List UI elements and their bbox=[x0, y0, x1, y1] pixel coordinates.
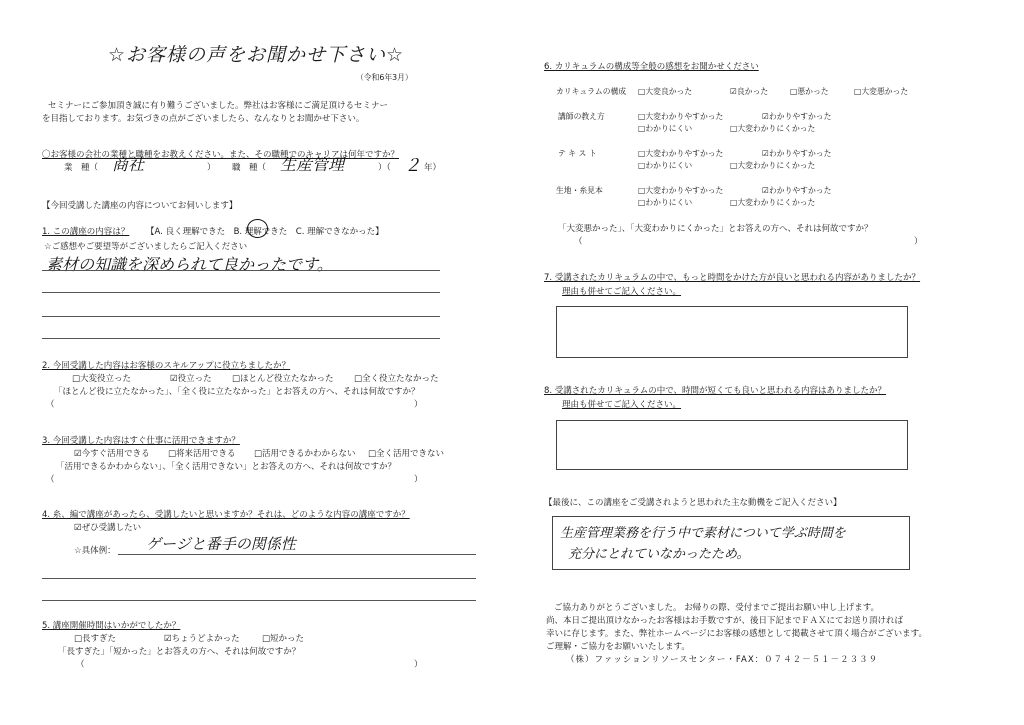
q2-option-3[interactable]: □ほとんど役立たなかった bbox=[232, 374, 334, 384]
q6-row-4-opt-1[interactable]: □大変わかりやすかった bbox=[638, 186, 724, 195]
q3-paren-close: ） bbox=[414, 475, 423, 485]
q4-example-label: ☆具体例： bbox=[74, 546, 116, 556]
q6-row-2-opt-4[interactable]: □大変わかりにくかった bbox=[730, 124, 816, 133]
q3-option-2[interactable]: □将来活用できる bbox=[168, 449, 236, 459]
q2-paren-open: （ bbox=[46, 400, 55, 410]
q6-followup: 「大変悪かった」、「大変わかりにくかった」とお答えの方へ、それは何故ですか？ bbox=[558, 224, 873, 234]
q2-option-1[interactable]: □大変役立った bbox=[72, 374, 132, 384]
q6-paren-close: ） bbox=[914, 237, 923, 247]
years-answer[interactable]: ２ bbox=[404, 156, 421, 176]
q6-row-2-opt-3[interactable]: □わかりにくい bbox=[638, 124, 693, 133]
q6-paren-open: （ bbox=[574, 237, 583, 247]
page-title: ☆お客様の声をお聞かせ下さい☆ bbox=[108, 44, 405, 66]
job-answer[interactable]: 生産管理 bbox=[280, 155, 345, 174]
q6-row-1-opt-4[interactable]: □大変悪かった bbox=[854, 87, 909, 96]
q5-option-1[interactable]: □長すぎた bbox=[74, 634, 117, 644]
q6-row-4-opt-4[interactable]: □大変わかりにくかった bbox=[730, 198, 816, 207]
q5-followup: 「長すぎた」「短かった」とお答えの方へ、それは何故ですか？ bbox=[58, 647, 301, 657]
industry-answer[interactable]: 商社 bbox=[112, 155, 145, 174]
q2-option-4[interactable]: □全く役立たなかった bbox=[354, 374, 439, 384]
q3-title: 3. 今回受講した内容はすぐ仕事に活用できますか？ bbox=[42, 436, 240, 446]
q2-paren-close: ） bbox=[414, 400, 423, 410]
q4-example-line bbox=[118, 554, 476, 555]
industry-label: 業 種（ bbox=[64, 163, 99, 173]
q7-title: 7. 受講されたカリキュラムの中で、もっと時間をかけた方が良いと思われる内容がありましたか？ bbox=[544, 273, 921, 283]
q1-line-1 bbox=[42, 270, 440, 271]
q6-row-1-opt-2[interactable]: ☑良かった bbox=[730, 87, 769, 96]
q5-option-3[interactable]: □短かった bbox=[262, 634, 305, 644]
form-date: （令和6年3月） bbox=[356, 73, 413, 82]
q2-option-2[interactable]: ☑役立った bbox=[170, 374, 212, 384]
q4-line-2 bbox=[42, 578, 476, 579]
q5-paren-close: ） bbox=[414, 660, 423, 670]
final-answer-line-2: 充分にとれていなかったため。 bbox=[568, 547, 750, 562]
footer-line-1: ご協力ありがとうございました。 お帰りの際、受付までご提出お願い申し上げます。 bbox=[554, 603, 880, 613]
q1-options[interactable]: 【A. 良く理解できた B. 理解できた C. 理解できなかった】 bbox=[146, 227, 384, 237]
q6-row-1-opt-3[interactable]: □悪かった bbox=[790, 87, 829, 96]
q6-row-3-opt-3[interactable]: □わかりにくい bbox=[638, 161, 693, 170]
final-title: 【最後に、この講座をご受講されようと思われた主な動機をご記入ください】 bbox=[544, 498, 842, 508]
footer-line-4: ご理解・ご協力をお願いいたします。 bbox=[546, 642, 690, 652]
q3-paren-open: （ bbox=[46, 475, 55, 485]
q8-answer-box[interactable] bbox=[556, 420, 908, 470]
footer-line-2: 尚、本日ご提出頂けなかったお客様はお手数ですが、後日下記までＦＡＸにてお送り頂ければ bbox=[546, 616, 904, 626]
q6-row-2-label: 講師の教え方 bbox=[558, 112, 605, 121]
footer-line-3: 幸いに存じます。また、弊社ホームページにお客様の感想として掲載させて頂く場合がございます。 bbox=[546, 629, 927, 639]
q6-row-4-opt-2[interactable]: ☑わかりやすかった bbox=[762, 186, 832, 195]
job-label: 職 種（ bbox=[232, 163, 267, 173]
q3-option-3[interactable]: □活用できるかわからない bbox=[254, 449, 356, 459]
q4-example-answer[interactable]: ゲージと番手の関係性 bbox=[146, 535, 296, 553]
q6-row-3-opt-2[interactable]: ☑わかりやすかった bbox=[762, 149, 832, 158]
q1-line-4 bbox=[42, 338, 440, 339]
q3-option-1[interactable]: ☑今すぐ活用できる bbox=[74, 449, 150, 459]
q1-line-2 bbox=[42, 292, 440, 293]
q7-answer-box[interactable] bbox=[556, 306, 908, 358]
q6-row-4-opt-3[interactable]: □わかりにくい bbox=[638, 198, 693, 207]
q3-option-4[interactable]: □全く活用できない bbox=[368, 449, 445, 459]
q5-paren-open: （ bbox=[76, 660, 85, 670]
q3-followup: 「活用できるかわからない」、「全く活用できない」とお答えの方へ、それは何故ですか？ bbox=[56, 462, 397, 472]
final-answer-line-1: 生産管理業務を行う中で素材について学ぶ時間を bbox=[560, 526, 846, 541]
q6-row-3-label: テ キ ス ト bbox=[558, 149, 597, 158]
q6-row-1-label: カリキュラムの構成 bbox=[556, 87, 627, 96]
q8-title: 8. 受講されたカリキュラムの中で、時間が短くても良いと思われる内容はありましたか？ bbox=[544, 386, 887, 396]
q4-line-3 bbox=[42, 600, 476, 601]
q6-row-3-opt-4[interactable]: □大変わかりにくかった bbox=[730, 161, 816, 170]
section-heading: 【今回受講した講座の内容についてお伺いします】 bbox=[42, 201, 238, 211]
q7-sub: 理由も併せてご記入ください。 bbox=[562, 287, 682, 297]
profile-question: 〇お客様の会社の業種と職種をお教えください。また、その職種でのキャリアは何年ですか？ bbox=[42, 150, 400, 160]
q6-title: 6. カリキュラムの構成等全般の感想をお聞かせください bbox=[544, 62, 759, 72]
q6-row-3-opt-1[interactable]: □大変わかりやすかった bbox=[638, 149, 724, 158]
footer-contact: （株）ファッションリソースセンター・FAX：０７４２－５１－２３３９ bbox=[566, 655, 879, 665]
q6-row-2-opt-2[interactable]: ☑わかりやすかった bbox=[762, 112, 832, 121]
q2-title: 2. 今回受講した内容はお客様のスキルアップに役立ちましたか？ bbox=[42, 361, 291, 371]
q1-selected-circle bbox=[247, 219, 268, 238]
q6-row-1-opt-1[interactable]: □大変良かった bbox=[638, 87, 693, 96]
q4-option[interactable]: ☑ぜひ受講したい bbox=[74, 523, 142, 533]
q1-comment-prompt: ☆ご感想やご要望等がございましたらご記入ください bbox=[44, 242, 248, 252]
intro-line-1: セミナーにご参加頂き誠に有り難うございました。弊社はお客様にご満足頂けるセミナー bbox=[48, 101, 389, 111]
q4-title: 4. 糸、編で講座があったら、受講したいと思いますか？それは、どのような内容の講座ですか？ bbox=[42, 510, 410, 520]
years-label: 年） bbox=[424, 163, 442, 173]
q5-title: 5. 講座開催時間はいかがでしたか？ bbox=[42, 621, 181, 631]
q1-title: 1. この講座の内容は？ bbox=[42, 227, 130, 237]
industry-close: ） bbox=[207, 163, 216, 173]
q8-sub: 理由も併せてご記入ください。 bbox=[562, 400, 682, 410]
q1-answer[interactable]: 素材の知識を深められて良かったです。 bbox=[46, 255, 333, 274]
intro-line-2: を目指しております。お気づきの点がございましたら、なんなりとお聞かせ下さい。 bbox=[42, 114, 365, 124]
q6-row-4-label: 生地・糸見本 bbox=[556, 186, 603, 195]
q1-line-3 bbox=[42, 316, 440, 317]
q6-row-2-opt-1[interactable]: □大変わかりやすかった bbox=[638, 112, 724, 121]
job-close: ）（ bbox=[378, 163, 391, 173]
q5-option-2[interactable]: ☑ちょうどよかった bbox=[164, 634, 240, 644]
q2-followup: 「ほとんど役に立たなかった」、「全く役に立たなかった」とお答えの方へ、それは何故ですか？ bbox=[54, 387, 420, 397]
